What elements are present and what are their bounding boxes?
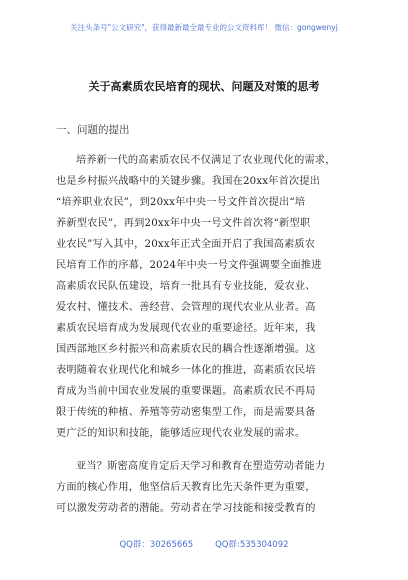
body-line: 爱农村、懂技术、善经营、会管理的现代农业从业者。高 (56, 302, 316, 313)
promo-header: 关注头条号"公文研究"，获得最新最全最专业的公文资料库！ 微信：gongwenyj (70, 23, 338, 32)
body-line: 更广泛的知识和技能，能够适应现代农业发展的需求。 (56, 428, 306, 439)
promo-footer (0, 538, 408, 550)
body-line: 素质农民培育成为发展现代农业的重要途径。近年来，我 (56, 323, 316, 334)
body-line: 国西部地区乡村振兴和高素质农民的耦合性逐渐增强。这 (56, 344, 316, 355)
body-line: 养新型农民”，再到20xx年中央一号文件首次将“新型职 (56, 218, 311, 229)
body-line: 也是乡村振兴战略中的关键步骤。我国在20xx年首次提出 (56, 176, 321, 187)
body-line: 限于传统的种植、养殖等劳动密集型工作，而是需要具备 (56, 407, 316, 418)
body-line: 可以激发劳动者的潜能。劳动者在学习技能和接受教育的 (56, 503, 316, 514)
paragraph-gap (56, 444, 352, 456)
body-line: 高素质农民队伍建设，培育一批具有专业技能，爱农业、 (56, 281, 316, 292)
qq-group-1: QQ群：30265665 (119, 540, 194, 550)
body-line: 培养新一代的高素质农民不仅满足了农业现代化的需求， (76, 155, 336, 166)
section-heading: 一、问题的提出 (56, 124, 130, 136)
body-line: 方面的核心作用，他坚信后天教育比先天条件更为重要， (56, 482, 316, 493)
body-line: 民培育工作的序幕，2024年中央一号文件强调要全面推进 (56, 260, 322, 271)
body-line: 亚当？斯密高度肯定后天学习和教育在塑造劳动者能力 (76, 461, 326, 472)
document-title: 关于高素质农民培育的现状、问题及对策的思考 (88, 80, 320, 93)
qq-group-2: QQ群:535304092 (215, 540, 289, 550)
document-body (56, 150, 352, 519)
body-line: “培养职业农民”，到20xx年中央一号文件首次提出“培 (56, 197, 306, 208)
body-line: 业农民”写入其中，20xx年正式全面开启了我国高素质农 (56, 239, 316, 250)
body-line: 表明随着农业现代化和城乡一体化的推进，高素质农民培 (56, 365, 316, 376)
body-line: 育成为当前中国农业发展的重要课题。高素质农民不再局 (56, 386, 316, 397)
